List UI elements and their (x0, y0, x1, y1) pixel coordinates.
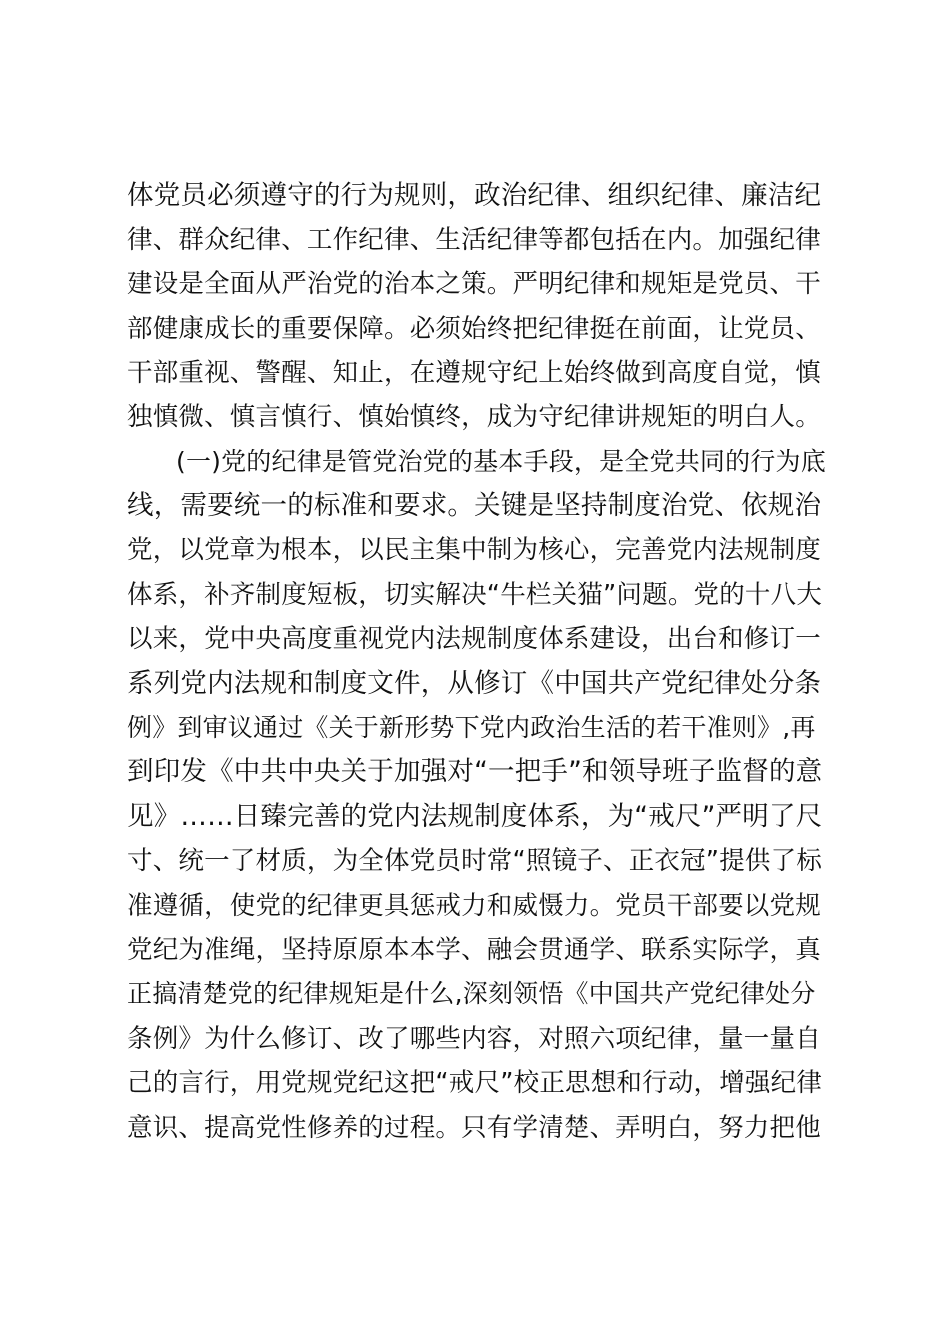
text-line: 系列党内法规和制度文件，从修订《中国共产党纪律处分条 (127, 668, 822, 699)
text-line: 干部重视、警醒、知止，在遵规守纪上始终做到高度自觉，慎 (127, 358, 821, 388)
text-line: 见》……日臻完善的党内法规制度体系，为“戒尺”严明了尺 (127, 801, 823, 832)
text-line: 线，需要统一的标准和要求。关键是坚持制度治党、依规治 (127, 490, 822, 521)
text-line: 体党员必须遵守的行为规则，政治纪律、组织纪律、廉洁纪 (127, 180, 822, 211)
paragraph-start-line: (一)党的纪律是管党治党的基本手段，是全党共同的行为底 (176, 447, 826, 476)
text-line: 意识、提高党性修养的过程。只有学清楚、弄明白，努力把他 (127, 1113, 821, 1143)
text-line: 建设是全面从严治党的治本之策。严明纪律和规矩是党员、干 (127, 269, 821, 299)
text-line: 己的言行，用党规党纪这把“戒尺”校正思想和行动，增强纪律 (127, 1068, 823, 1098)
text-line: 党纪为准绳，坚持原原本本学、融会贯通学、联系实际学，真 (127, 935, 821, 965)
text-line: 寸、统一了材质，为全体党员时常“照镜子、正衣冠”提供了标 (127, 846, 823, 876)
text-line: 例》到审议通过《关于新形势下党内政治生活的若干准则》,再 (127, 713, 816, 742)
text-line: 以来，党中央高度重视党内法规制度体系建设，出台和修订一 (127, 624, 821, 654)
text-line: 党，以党章为根本，以民主集中制为核心，完善党内法规制度 (127, 535, 821, 565)
text-line: 律、群众纪律、工作纪律、生活纪律等都包括在内。加强纪律 (127, 225, 821, 255)
text-line: 正搞清楚党的纪律规矩是什么,深刻领悟《中国共产党纪律处分 (127, 979, 816, 1008)
text-line: 到印发《中共中央关于加强对“一把手”和领导班子监督的意 (127, 756, 823, 787)
text-line: 体系，补齐制度短板，切实解决“牛栏关猫”问题。党的十八大 (127, 580, 823, 610)
text-line: 条例》为什么修订、改了哪些内容，对照六项纪律，量一量自 (127, 1024, 821, 1054)
text-line: 准遵循，使党的纪律更具惩戒力和威慑力。党员干部要以党规 (127, 891, 821, 921)
text-line: 独慎微、慎言慎行、慎始慎终，成为守纪律讲规矩的明白人。 (127, 402, 821, 432)
text-line: 部健康成长的重要保障。必须始终把纪律挺在前面，让党员、 (127, 314, 821, 344)
